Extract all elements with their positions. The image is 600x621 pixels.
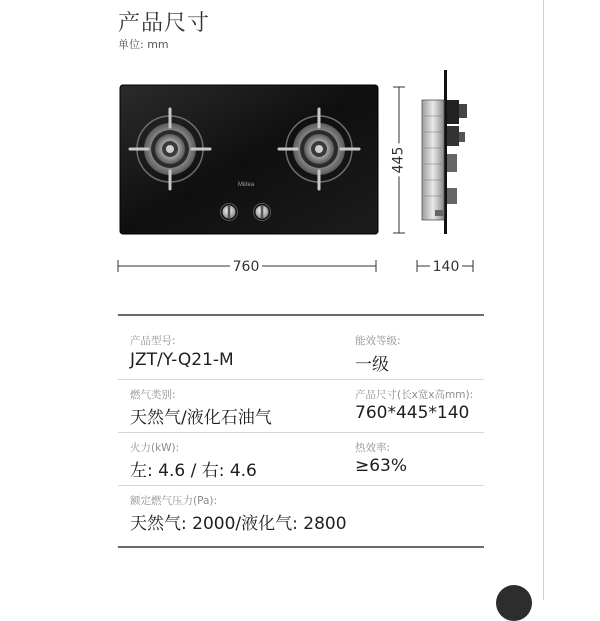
spec-label-gas-type: 燃气类别: [130,389,176,401]
spec-label-model: 产品型号: [130,335,176,347]
height-dimension-value: 140 [430,259,463,275]
depth-dimension-wrap [383,148,413,172]
spec-value-power: 左: 4.6 / 右: 4.6 [130,461,257,481]
cooktop-side-view [415,68,477,238]
specs-row-divider [118,379,484,380]
depth-dimension-value: 445 [390,144,406,177]
specs-row-divider [118,432,484,433]
page-divider-line [543,0,544,600]
spec-value-model: JZT/Y-Q21-M [130,350,234,370]
spec-label-power: 火力(kW): [130,442,180,454]
width-dimension-wrap [216,257,276,276]
brand-logo: Midea [237,182,255,188]
spec-value-gas-type: 天然气/液化石油气 [130,408,272,428]
spec-value-dimensions: 760*445*140 [355,403,470,423]
right-knob [254,204,271,221]
spec-label-thermal-efficiency: 热效率: [355,442,391,454]
left-knob [221,204,238,221]
spec-label-gas-pressure: 额定燃气压力(Pa): [130,495,218,507]
specs-row-divider [118,485,484,486]
height-dimension-wrap [417,257,475,276]
corner-badge [496,585,532,621]
specs-top-rule [118,314,484,316]
specs-bottom-rule [118,546,484,548]
unit-label: 单位: mm [118,38,169,51]
spec-label-energy-grade: 能效等级: [355,335,401,347]
page-title: 产品尺寸 [118,11,211,36]
cooktop-top-view [118,82,380,237]
spec-value-thermal-efficiency: ≥63% [355,456,408,476]
spec-value-energy-grade: 一级 [355,355,389,375]
width-dimension-value: 760 [230,259,263,275]
spec-label-dimensions: 产品尺寸(长x宽x高mm): [355,389,474,401]
spec-value-gas-pressure: 天然气: 2000/液化气: 2800 [130,514,347,534]
